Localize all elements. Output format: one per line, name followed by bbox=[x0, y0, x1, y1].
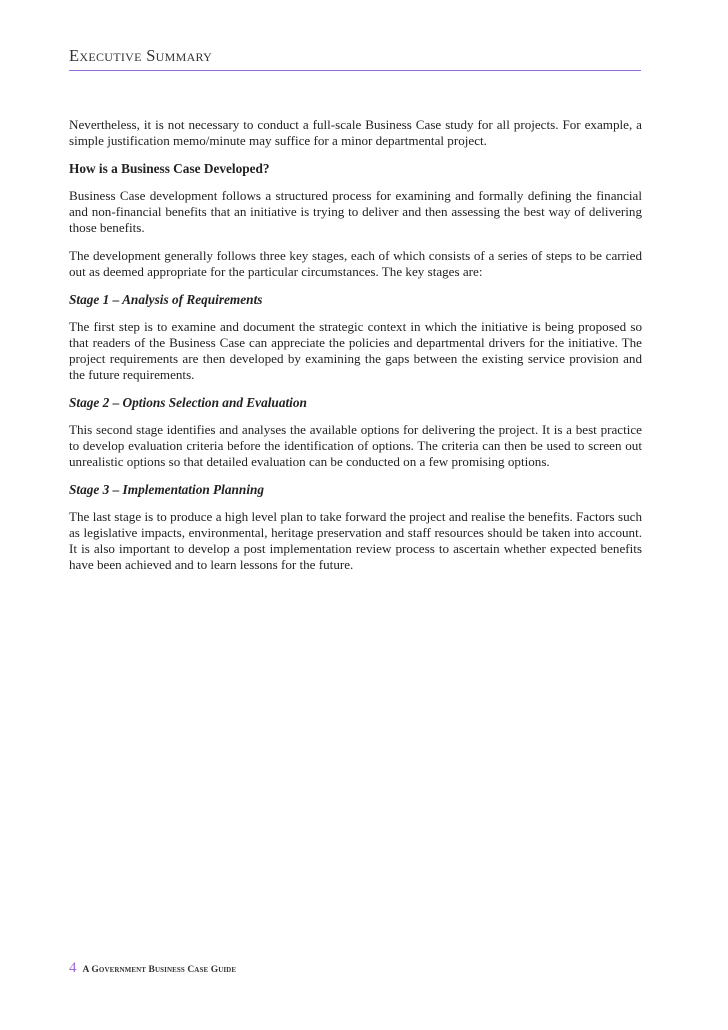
stage-3-paragraph: The last stage is to produce a high level plan to take forward the project and realise the benefits. Factors such as legislative impacts, environmental, heritage preservation and staff resources should be taken into account. It is also important to develop a post implementation review process to ascertain whether expected benefits have been achieved and to learn lessons for the future. bbox=[69, 509, 642, 572]
stage-2-heading: Stage 2 – Options Selection and Evaluation bbox=[69, 395, 307, 410]
stage-3-heading: Stage 3 – Implementation Planning bbox=[69, 482, 265, 497]
footer-title: A Government Business Case Guide bbox=[82, 965, 237, 975]
page-footer bbox=[69, 960, 236, 980]
stage-2-paragraph: This second stage identifies and analyses the available options for delivering the project. It is a best practice to develop evaluation criteria before the identification of options. The criteria can then be used to screen out unrealistic options so that detailed evaluation can be conducted on a few promising options. bbox=[69, 422, 642, 469]
page-body bbox=[69, 117, 642, 585]
section-heading: How is a Business Case Developed? bbox=[69, 161, 270, 176]
stage-1-heading: Stage 1 – Analysis of Requirements bbox=[69, 292, 263, 307]
stage-1-paragraph: The first step is to examine and document the strategic context in which the initiative is being proposed so that readers of the Business Case can appreciate the policies and departmental drivers for the initiative. The project requirements are then developed by examining the gaps between the existing service provision and the future requirements. bbox=[69, 319, 642, 382]
stages-intro-paragraph: The development generally follows three key stages, each of which consists of a series of steps to be carried out as deemed appropriate for the particular circumstances. The key stages are: bbox=[69, 248, 642, 279]
page-header bbox=[69, 46, 641, 71]
intro-paragraph: Nevertheless, it is not necessary to conduct a full-scale Business Case study for all projects. For example, a simple justification memo/minute may suffice for a minor departmental project. bbox=[69, 117, 642, 148]
process-paragraph: Business Case development follows a structured process for examining and formally defining the financial and non-financial benefits that an initiative is trying to deliver and then assessing the best way of delivering those benefits. bbox=[69, 188, 642, 235]
section-title: Executive Summary bbox=[69, 46, 213, 65]
page-number: 4 bbox=[69, 960, 77, 976]
